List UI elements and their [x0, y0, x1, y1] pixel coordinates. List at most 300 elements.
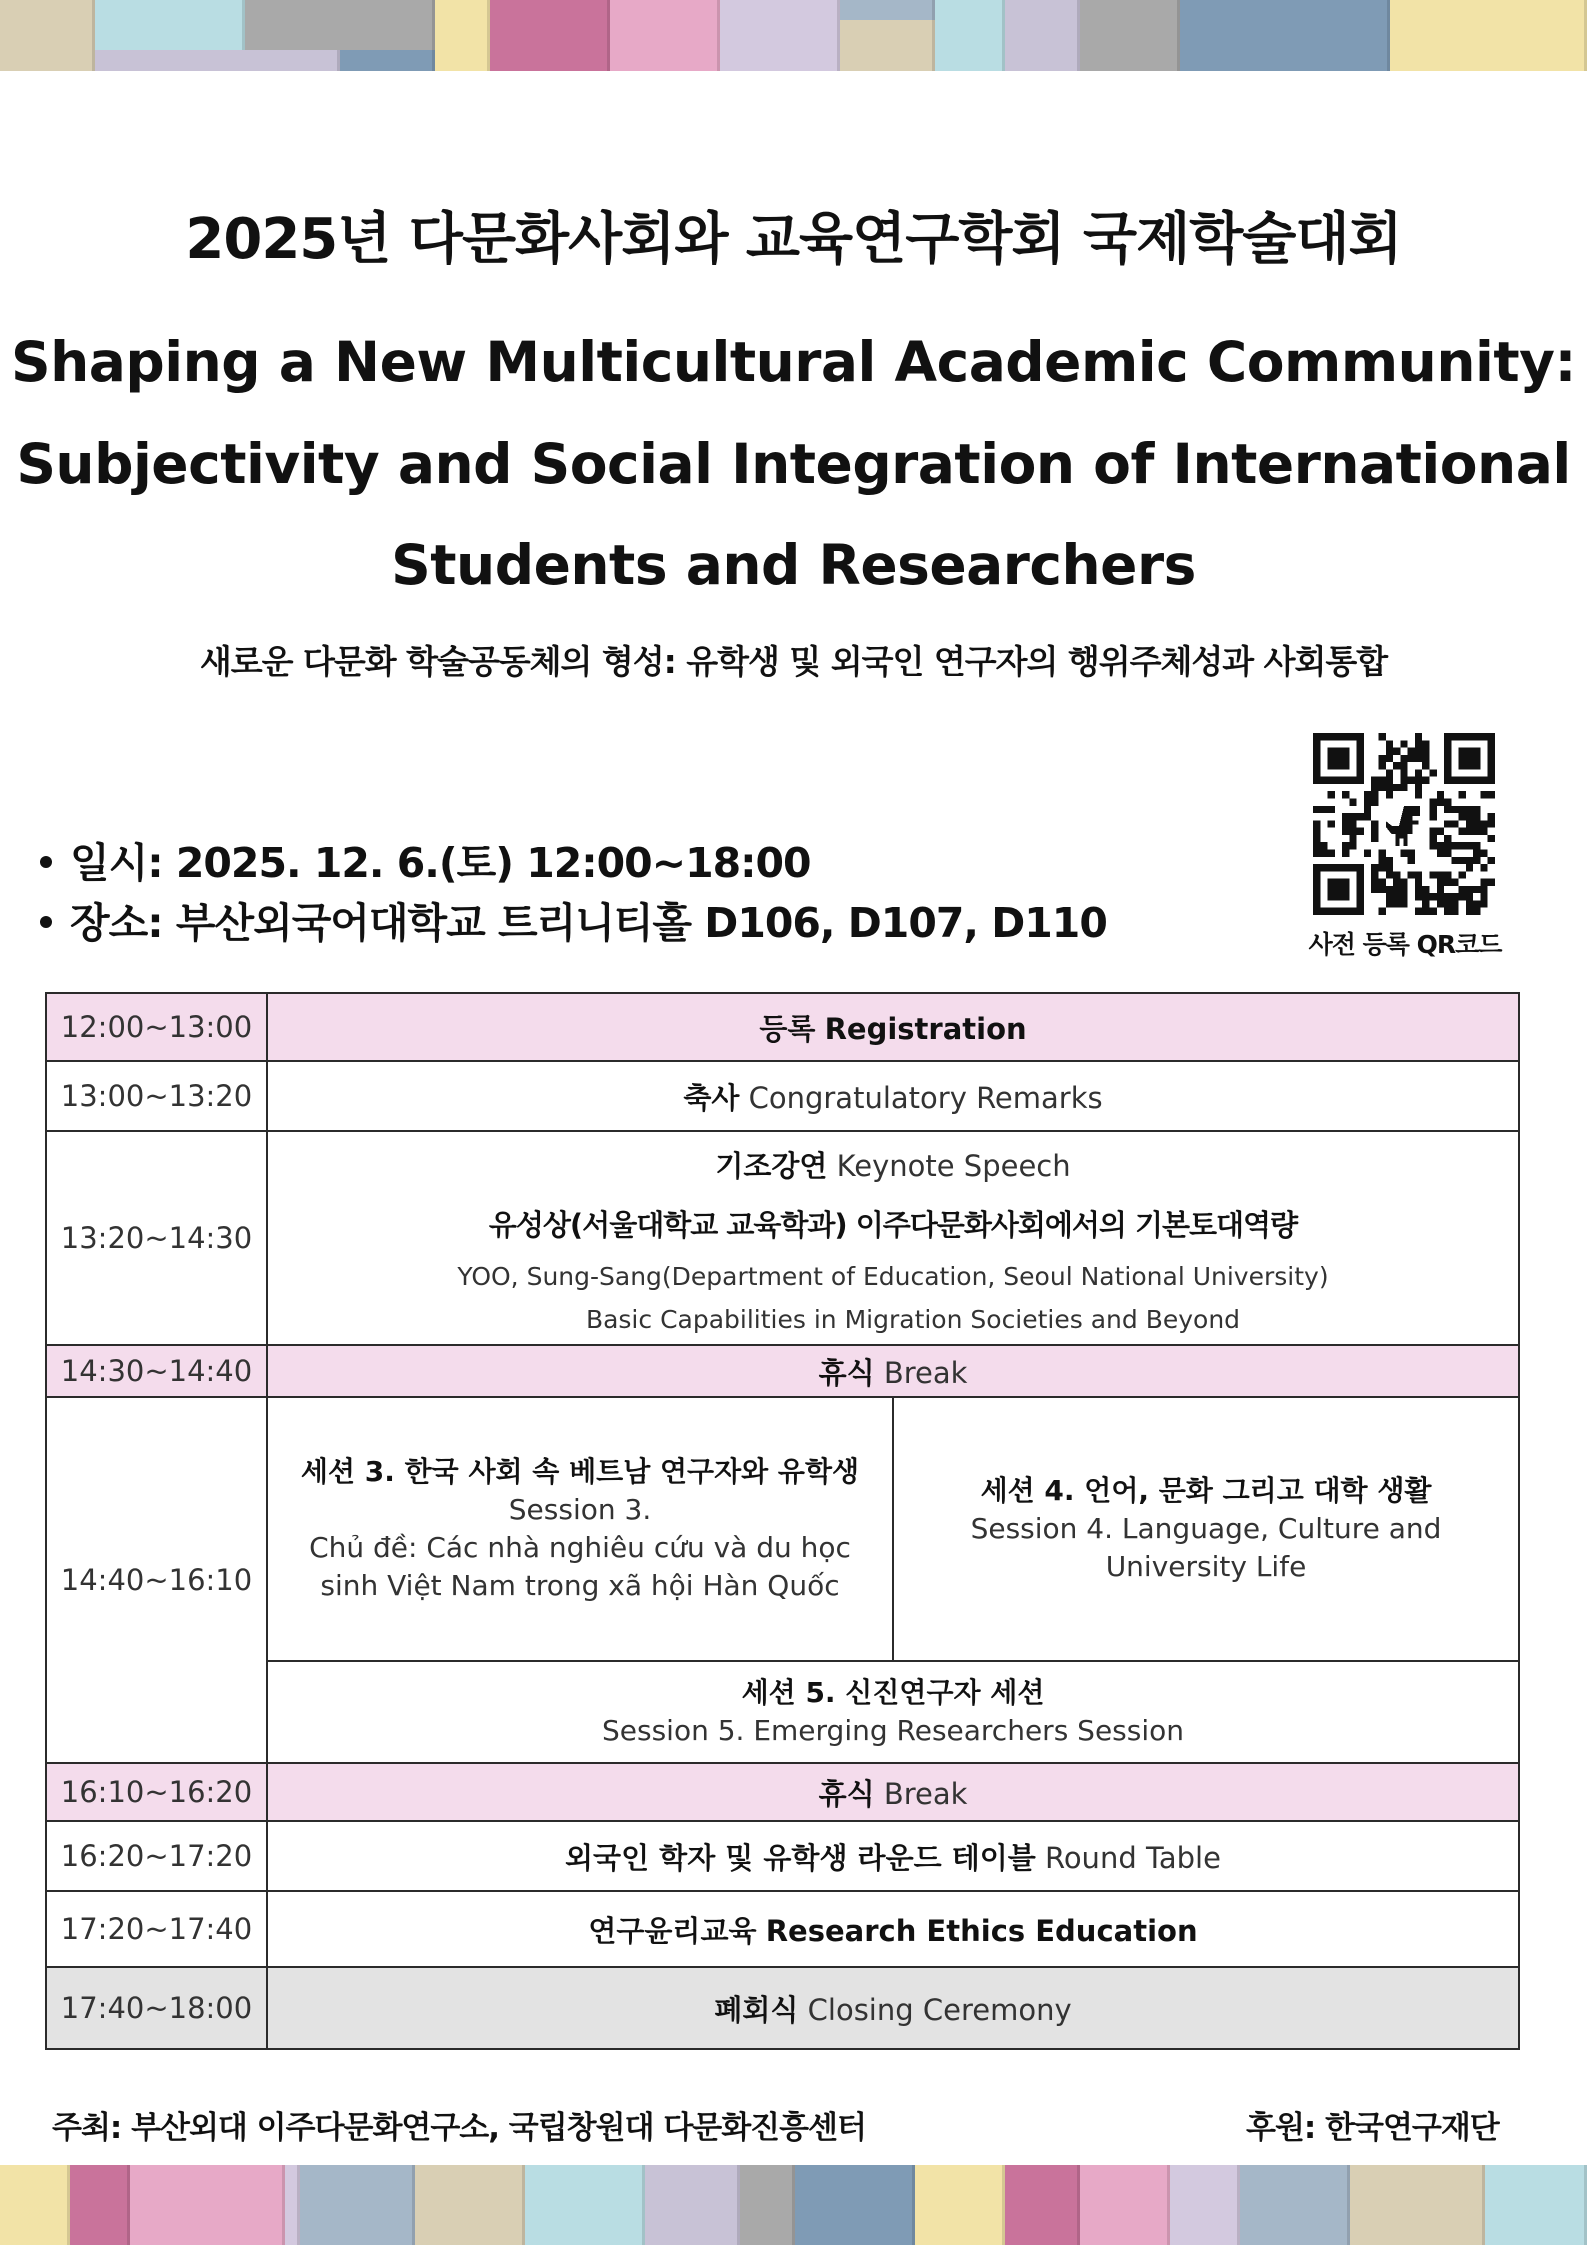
qr-module	[1437, 828, 1444, 835]
qr-module	[1371, 879, 1378, 886]
qr-module	[1459, 842, 1466, 849]
qr-module	[1422, 908, 1429, 915]
qr-module	[1480, 864, 1487, 871]
registration-qr-code[interactable]	[1313, 733, 1495, 915]
session-4-title-en-2: University Life	[1105, 1550, 1307, 1583]
band-block	[795, 2165, 915, 2245]
qr-module	[1437, 893, 1444, 900]
program-en: Registration	[824, 1011, 1027, 1046]
band-block	[490, 0, 610, 71]
qr-module	[1415, 748, 1422, 755]
title-english-line-3: Students and Researchers	[391, 533, 1196, 597]
qr-module	[1386, 893, 1393, 900]
qr-module	[1429, 908, 1436, 915]
band-block	[435, 0, 490, 71]
qr-module	[1480, 791, 1487, 798]
qr-module	[1422, 762, 1429, 769]
qr-module	[1400, 755, 1407, 762]
qr-module	[1429, 813, 1436, 820]
program-cell	[267, 1131, 1519, 1345]
event-date-text: 일시: 2025. 12. 6.(토) 12:00~18:00	[70, 839, 811, 887]
qr-module	[1480, 849, 1487, 856]
session-3-topic-vi-2: sinh Việt Nam trong xã hội Hàn Quốc	[320, 1569, 840, 1602]
qr-module	[1429, 835, 1436, 842]
subtitle-korean: 새로운 다문화 학술공동체의 형성: 유학생 및 외국인 연구자의 행위주체성과 사회통합	[199, 642, 1388, 681]
schedule-row-session-5	[46, 1661, 1519, 1763]
qr-module	[1364, 813, 1371, 820]
qr-module	[1480, 828, 1487, 835]
qr-module	[1386, 784, 1393, 791]
qr-module	[1313, 828, 1320, 835]
qr-module	[1459, 828, 1466, 835]
qr-module	[1422, 886, 1429, 893]
qr-module	[1437, 900, 1444, 907]
qr-module	[1429, 806, 1436, 813]
keynote-heading-en: Keynote Speech	[836, 1149, 1071, 1183]
qr-module	[1349, 842, 1356, 849]
band-block	[95, 0, 245, 50]
session-4-title-ko: 세션 4. 언어, 문화 그리고 대학 생활	[980, 1474, 1432, 1507]
qr-module	[1459, 857, 1466, 864]
band-block	[720, 0, 840, 71]
qr-module	[1393, 871, 1400, 878]
time-cell: 16:20~17:20	[46, 1821, 267, 1891]
schedule-row-sessions	[46, 1397, 1519, 1661]
session-4-title-en-1: Session 4. Language, Culture and	[970, 1512, 1442, 1545]
keynote-speaker-ko: 유성상(서울대학교 교육학과) 이주다문화사회에서의 기본토대역량	[488, 1208, 1298, 1242]
program-en: Break	[883, 1776, 968, 1811]
qr-module	[1451, 893, 1458, 900]
qr-module	[1342, 791, 1349, 798]
band-block	[840, 0, 935, 20]
qr-module	[1451, 900, 1458, 907]
qr-module	[1364, 791, 1371, 798]
qr-module	[1349, 813, 1356, 820]
qr-module	[1328, 820, 1335, 827]
qr-module	[1422, 777, 1429, 784]
qr-module	[1371, 799, 1378, 806]
keynote-heading	[268, 1144, 1518, 1185]
program-en: Research Ethics Education	[765, 1913, 1198, 1948]
schedule-row-break-2	[46, 1763, 1519, 1821]
qr-module	[1473, 900, 1480, 907]
qr-module	[1386, 857, 1393, 864]
qr-module	[1371, 777, 1378, 784]
qr-module	[1444, 893, 1451, 900]
qr-module	[1408, 748, 1415, 755]
qr-module	[1415, 777, 1422, 784]
qr-module	[1451, 820, 1458, 827]
band-block	[1180, 0, 1390, 71]
qr-module	[1379, 864, 1386, 871]
qr-module	[1444, 820, 1451, 827]
qr-module	[1371, 864, 1378, 871]
qr-module	[1415, 908, 1422, 915]
qr-module	[1386, 886, 1393, 893]
time-cell: 13:20~14:30	[46, 1131, 267, 1345]
qr-module	[1451, 879, 1458, 886]
qr-module	[1364, 849, 1371, 856]
qr-module	[1349, 799, 1356, 806]
qr-module	[1379, 857, 1386, 864]
event-place-text: 장소: 부산외국어대학교 트리니티홀 D106, D107, D110	[70, 899, 1107, 947]
qr-module	[1466, 813, 1473, 820]
qr-module	[1349, 835, 1356, 842]
qr-module	[1451, 806, 1458, 813]
band-block	[840, 20, 935, 71]
qr-module	[1386, 740, 1393, 747]
band-block	[1005, 2165, 1080, 2245]
qr-module	[1444, 871, 1451, 878]
qr-module	[1473, 842, 1480, 849]
qr-module	[1400, 740, 1407, 747]
band-block	[1005, 0, 1080, 71]
qr-module	[1437, 879, 1444, 886]
qr-module	[1320, 842, 1327, 849]
qr-module	[1408, 871, 1415, 878]
qr-module	[1459, 813, 1466, 820]
qr-module	[1328, 806, 1335, 813]
band-block	[0, 0, 95, 71]
qr-module	[1364, 806, 1371, 813]
qr-module	[1386, 871, 1393, 878]
qr-module	[1400, 893, 1407, 900]
keynote-talk-en: Basic Capabilities in Migration Societies and Beyond	[585, 1305, 1241, 1334]
qr-module	[1313, 806, 1320, 813]
qr-module	[1466, 886, 1473, 893]
program-ko: 축사	[683, 1080, 740, 1115]
qr-module	[1473, 806, 1480, 813]
qr-module	[1408, 777, 1415, 784]
qr-module	[1386, 769, 1393, 776]
program-en: Round Table	[1044, 1840, 1221, 1875]
qr-module	[1422, 748, 1429, 755]
qr-module	[1459, 806, 1466, 813]
qr-module	[1393, 748, 1400, 755]
qr-module	[1473, 886, 1480, 893]
band-block	[610, 0, 720, 71]
qr-module	[1444, 879, 1451, 886]
qr-module	[1488, 813, 1495, 820]
program-cell	[267, 1821, 1519, 1891]
qr-module	[1379, 784, 1386, 791]
band-block	[525, 2165, 645, 2245]
qr-module	[1342, 842, 1349, 849]
schedule-row-ethics	[46, 1891, 1519, 1967]
qr-module	[1371, 828, 1378, 835]
qr-module	[1371, 791, 1378, 798]
qr-module	[1437, 886, 1444, 893]
program-cell	[267, 1891, 1519, 1967]
band-block	[1350, 2165, 1485, 2245]
qr-module	[1400, 879, 1407, 886]
schedule-row-registration	[46, 993, 1519, 1061]
qr-module	[1459, 886, 1466, 893]
qr-module	[1313, 842, 1320, 849]
top-decorative-band	[0, 0, 1587, 71]
qr-module	[1480, 820, 1487, 827]
qr-module	[1313, 835, 1320, 842]
qr-module	[1393, 893, 1400, 900]
qr-module	[1379, 908, 1386, 915]
session-5-cell	[267, 1661, 1519, 1763]
qr-module	[1415, 871, 1422, 878]
qr-module	[1342, 828, 1349, 835]
footer-sponsor: 후원: 한국연구재단	[1246, 2110, 1499, 2146]
qr-module	[1466, 820, 1473, 827]
qr-module	[1386, 755, 1393, 762]
footer-host: 주최: 부산외대 이주다문화연구소, 국립창원대 다문화진흥센터	[52, 2110, 866, 2146]
qr-module	[1422, 740, 1429, 747]
time-cell: 14:30~14:40	[46, 1345, 267, 1397]
event-place	[40, 890, 1107, 949]
qr-caption: 사전 등록 QR코드	[1308, 930, 1502, 959]
qr-module	[1488, 791, 1495, 798]
qr-module	[1371, 784, 1378, 791]
title-english-line-1: Shaping a New Multicultural Academic Community:	[11, 330, 1576, 394]
qr-module	[1320, 806, 1327, 813]
qr-module	[1480, 886, 1487, 893]
qr-module	[1415, 893, 1422, 900]
qr-module	[1400, 900, 1407, 907]
qr-module	[1466, 893, 1473, 900]
program-en: Congratulatory Remarks	[748, 1080, 1103, 1115]
qr-module	[1437, 849, 1444, 856]
qr-module	[1357, 813, 1364, 820]
qr-module	[1342, 813, 1349, 820]
band-block	[415, 2165, 525, 2245]
qr-module	[1415, 791, 1422, 798]
qr-module	[1393, 900, 1400, 907]
schedule-row-keynote	[46, 1131, 1519, 1345]
program-ko: 휴식	[818, 1355, 875, 1390]
band-block	[740, 2165, 795, 2245]
qr-module	[1429, 871, 1436, 878]
schedule-row-break-1	[46, 1345, 1519, 1397]
bullet-icon	[40, 916, 52, 928]
qr-module	[1459, 791, 1466, 798]
qr-module	[1444, 806, 1451, 813]
qr-module	[1342, 849, 1349, 856]
qr-module	[1371, 886, 1378, 893]
qr-module	[1393, 886, 1400, 893]
qr-module	[1415, 879, 1422, 886]
qr-module	[1400, 784, 1407, 791]
qr-module	[1400, 886, 1407, 893]
qr-module	[1451, 857, 1458, 864]
program-cell	[267, 993, 1519, 1061]
qr-module	[1480, 893, 1487, 900]
qr-module	[1437, 842, 1444, 849]
band-block	[1080, 2165, 1170, 2245]
schedule-row-closing	[46, 1967, 1519, 2049]
qr-module	[1444, 835, 1451, 842]
qr-module	[1357, 828, 1364, 835]
qr-module	[1488, 820, 1495, 827]
qr-module	[1379, 777, 1386, 784]
qr-module	[1386, 748, 1393, 755]
qr-module	[1422, 900, 1429, 907]
band-block	[95, 50, 340, 71]
qr-module	[1473, 828, 1480, 835]
time-cell: 16:10~16:20	[46, 1763, 267, 1821]
qr-module	[1429, 828, 1436, 835]
band-block	[0, 2165, 70, 2245]
keynote-speaker-en: YOO, Sung-Sang(Department of Education, Seoul National University)	[457, 1262, 1329, 1291]
program-cell	[267, 1061, 1519, 1131]
schedule-row-congrats	[46, 1061, 1519, 1131]
qr-module	[1386, 864, 1393, 871]
qr-module	[1379, 886, 1386, 893]
program-en: Closing Ceremony	[807, 1992, 1072, 2027]
qr-module	[1371, 820, 1378, 827]
qr-module	[1459, 893, 1466, 900]
keynote-heading-ko: 기조강연	[715, 1149, 828, 1183]
band-block	[130, 2165, 285, 2245]
qr-module	[1386, 777, 1393, 784]
band-block	[340, 50, 435, 71]
dinosaur-icon	[1379, 799, 1430, 850]
bullet-icon	[40, 856, 52, 868]
time-cell: 14:40~16:10	[46, 1397, 267, 1763]
qr-module	[1437, 871, 1444, 878]
band-block	[70, 2165, 130, 2245]
session-3-title-en: Session 3.	[508, 1493, 652, 1526]
qr-module	[1466, 806, 1473, 813]
program-cell	[267, 1763, 1519, 1821]
qr-module	[1488, 879, 1495, 886]
program-ko: 등록	[759, 1011, 816, 1046]
program-ko: 폐회식	[714, 1992, 799, 2027]
qr-module	[1379, 733, 1386, 740]
qr-module	[1371, 835, 1378, 842]
qr-module	[1408, 857, 1415, 864]
qr-module	[1415, 733, 1422, 740]
qr-module	[1415, 784, 1422, 791]
qr-module	[1480, 900, 1487, 907]
qr-module	[1328, 849, 1335, 856]
qr-module	[1429, 842, 1436, 849]
qr-module	[1313, 849, 1320, 856]
qr-module	[1349, 828, 1356, 835]
qr-module	[1444, 842, 1451, 849]
qr-module	[1429, 769, 1436, 776]
qr-module	[1393, 879, 1400, 886]
qr-module	[1371, 871, 1378, 878]
qr-module	[1408, 755, 1415, 762]
qr-module	[1400, 849, 1407, 856]
qr-module	[1400, 762, 1407, 769]
event-date	[40, 830, 811, 889]
program-ko: 외국인 학자 및 유학생 라운드 테이블	[565, 1840, 1036, 1875]
program-cell	[267, 1967, 1519, 2049]
band-block	[1485, 2165, 1587, 2245]
qr-module	[1320, 849, 1327, 856]
qr-module	[1473, 908, 1480, 915]
qr-module	[1379, 755, 1386, 762]
qr-module	[1415, 740, 1422, 747]
qr-module	[1349, 820, 1356, 827]
time-cell: 17:20~17:40	[46, 1891, 267, 1967]
band-block	[285, 2165, 300, 2245]
band-block	[935, 0, 1005, 71]
qr-module	[1459, 871, 1466, 878]
qr-module	[1466, 857, 1473, 864]
qr-module	[1466, 842, 1473, 849]
time-cell: 17:40~18:00	[46, 1967, 267, 2049]
qr-module	[1466, 908, 1473, 915]
qr-module	[1379, 849, 1386, 856]
qr-module	[1480, 879, 1487, 886]
qr-module	[1473, 820, 1480, 827]
qr-module	[1379, 762, 1386, 769]
qr-module	[1429, 893, 1436, 900]
qr-module	[1466, 900, 1473, 907]
qr-module	[1393, 784, 1400, 791]
qr-module	[1437, 799, 1444, 806]
band-block	[1170, 2165, 1240, 2245]
qr-module	[1364, 799, 1371, 806]
qr-module	[1488, 835, 1495, 842]
qr-module	[1429, 799, 1436, 806]
session-5-title-ko: 세션 5. 신진연구자 세션	[741, 1676, 1045, 1709]
band-block	[915, 2165, 1005, 2245]
qr-module	[1379, 879, 1386, 886]
qr-module	[1400, 777, 1407, 784]
session-3-cell	[267, 1397, 893, 1661]
qr-module	[1386, 791, 1393, 798]
session-4-cell	[893, 1397, 1519, 1661]
title-korean: 2025년 다문화사회와 교육연구학회 국제학술대회	[185, 207, 1402, 272]
schedule-table	[45, 992, 1520, 2050]
qr-module	[1444, 799, 1451, 806]
band-block	[645, 2165, 740, 2245]
qr-module	[1437, 791, 1444, 798]
session-5-title-en: Session 5. Emerging Researchers Session	[601, 1714, 1185, 1747]
qr-module	[1393, 762, 1400, 769]
qr-module	[1328, 791, 1335, 798]
schedule-row-roundtable	[46, 1821, 1519, 1891]
qr-module	[1444, 900, 1451, 907]
band-block	[245, 0, 435, 50]
qr-module	[1422, 893, 1429, 900]
qr-module	[1451, 842, 1458, 849]
qr-module	[1313, 820, 1320, 827]
program-ko: 연구윤리교육	[588, 1913, 757, 1948]
qr-module	[1473, 849, 1480, 856]
bottom-decorative-band	[0, 2165, 1587, 2245]
time-cell: 12:00~13:00	[46, 993, 267, 1061]
qr-module	[1386, 900, 1393, 907]
qr-module	[1466, 864, 1473, 871]
qr-module	[1466, 828, 1473, 835]
qr-module	[1444, 849, 1451, 856]
qr-module	[1342, 820, 1349, 827]
qr-module	[1473, 813, 1480, 820]
program-en: Break	[883, 1355, 968, 1390]
qr-module	[1451, 908, 1458, 915]
band-block	[1390, 0, 1587, 71]
qr-module	[1408, 849, 1415, 856]
session-3-topic-vi-1: Chủ đề: Các nhà nghiêu cứu và du học	[309, 1531, 851, 1564]
qr-module	[1488, 857, 1495, 864]
qr-module	[1473, 857, 1480, 864]
band-block	[1240, 2165, 1350, 2245]
time-cell: 13:00~13:20	[46, 1061, 267, 1131]
program-ko: 휴식	[818, 1776, 875, 1811]
title-english-line-2: Subjectivity and Social Integration of International	[16, 432, 1571, 496]
band-block	[1080, 0, 1180, 71]
